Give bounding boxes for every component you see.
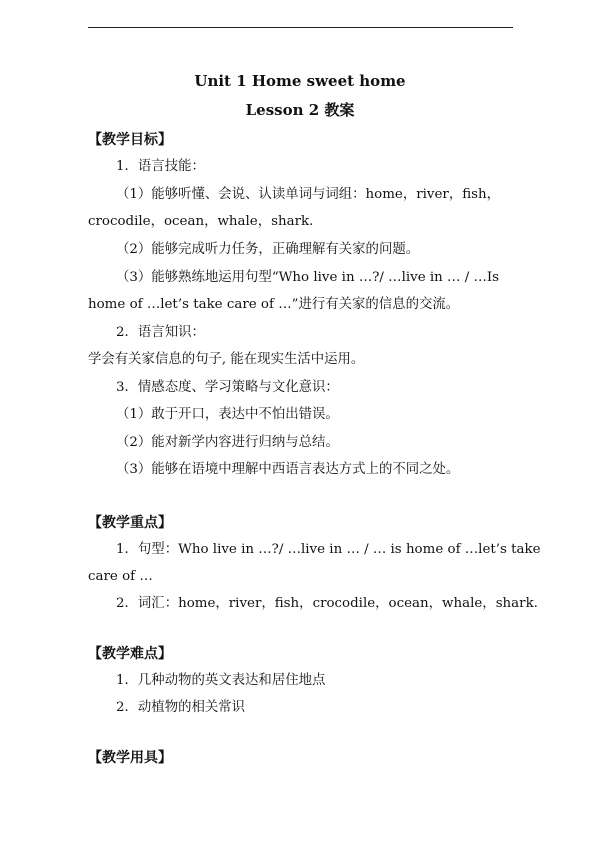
key-points-heading: 【教学重点】 (88, 515, 172, 531)
attitude-2: （2）能对新学内容进行归纳与总结。 (116, 435, 339, 450)
skill-3-line-2: home of …let’s take care of …”进行有关家的信息的交流。 (88, 297, 460, 312)
attitude-heading: 3．情感态度、学习策略与文化意识： (116, 380, 339, 395)
skills-heading: 1．语言技能： (116, 159, 205, 174)
document-subtitle: Lesson 2 教案 (245, 101, 355, 119)
knowledge-text: 学会有关家信息的句子, 能在现实生活中运用。 (88, 352, 365, 367)
skill-1-line-1: （1）能够听懂、会说、认读单词与词组：home，river，fish， (116, 187, 501, 202)
attitude-3: （3）能够在语境中理解中西语言表达方式上的不同之处。 (116, 462, 460, 477)
key-point-2: 2．词汇：home，river，fish，crocodile，ocean，whale，shark. (116, 596, 538, 611)
skill-2: （2）能够完成听力任务，正确理解有关家的问题。 (116, 242, 420, 257)
tools-heading: 【教学用具】 (88, 750, 172, 766)
skill-3-line-1: （3）能够熟练地运用句型“Who live in …?/ …live in … / …Is (116, 270, 500, 285)
attitude-1: （1）敢于开口，表达中不怕出错误。 (116, 407, 339, 422)
difficulty-2: 2．动植物的相关常识 (116, 700, 246, 715)
header-rule (88, 27, 513, 28)
document-title: Unit 1 Home sweet home (194, 72, 406, 90)
objectives-heading: 【教学目标】 (88, 132, 172, 148)
key-point-1-line-1: 1．句型：Who live in …?/ …live in … / … is home of …let’s take (116, 542, 541, 557)
knowledge-heading: 2．语言知识： (116, 325, 205, 340)
key-point-1-line-2: care of … (88, 569, 153, 584)
difficulty-1: 1．几种动物的英文表达和居住地点 (116, 673, 326, 688)
skill-1-line-2: crocodile，ocean，whale，shark. (88, 214, 314, 229)
difficulties-heading: 【教学难点】 (88, 646, 172, 662)
